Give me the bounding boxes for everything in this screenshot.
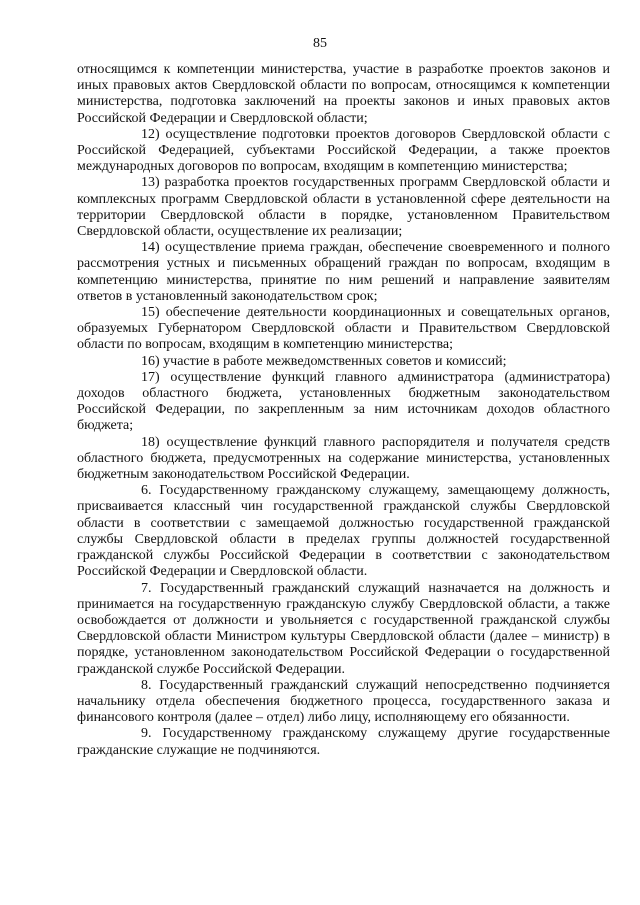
paragraph-item-16: 16) участие в работе межведомственных советов и комиссий; <box>141 353 507 369</box>
paragraph-item-17: 17) осуществление функций главного администратора (администратора) доходов областного бюджета, установленных бюджетным законодательством Российской Федерации, по закрепленным за ним источникам доходов областного бюджета; <box>77 369 610 434</box>
paragraph-section-7: 7. Государственный гражданский служащий назначается на должность и принимается на государственную гражданскую службу Свердловской области, а также освобождается от должности и увольняется с государственной гражданской службы Свердловской области Министром культуры Свердловской области (далее – министр) в порядке, установленном законодательством Российской Федерации о государственной гражданской службе Российской Федерации. <box>77 580 610 677</box>
paragraph-section-9: 9. Государственному гражданскому служащему другие государственные гражданские служащие не подчиняются. <box>77 726 610 758</box>
paragraph-item-13: 13) разработка проектов государственных программ Свердловской области и комплексных программ Свердловской области в установленной сфере деятельности на территории Свердловской области в порядке, установленном Правительством Свердловской области, осуществление их реализации; <box>77 175 610 240</box>
paragraph-section-8: 8. Государственный гражданский служащий непосредственно подчиняется начальнику отдела обеспечения бюджетного процесса, государственного заказа и финансового контроля (далее – отдел) либо лицу, исполняющему его обязанности. <box>77 677 610 726</box>
paragraph-continuation: относящимся к компетенции министерства, участие в разработке проектов законов и иных правовых актов Свердловской области по вопросам, относящимся к компетенции министерства, подготовка заключений на проекты законов и иных правовых актов Российской Федерации и Свердловской области; <box>77 62 610 126</box>
page-number: 85 <box>313 36 327 51</box>
paragraph-item-15: 15) обеспечение деятельности координационных и совещательных органов, образуемых Губернатором Свердловской области и Правительством Свердловской области по вопросам, входящим в компетенцию министерства; <box>77 305 610 353</box>
paragraph-section-6: 6. Государственному гражданскому служащему, замещающему должность, присваивается классный чин государственной гражданской службы Свердловской области в соответствии с замещаемой должностью государственной гражданской службы Свердловской области в пределах группы должностей государственной гражданской службы Российской Федерации в соответствии с законодательством Российской Федерации и Свердловской области. <box>77 483 610 580</box>
document-body <box>77 62 610 759</box>
paragraph-item-18: 18) осуществление функций главного распорядителя и получателя средств областного бюджета, предусмотренных на содержание министерства, установленных бюджетным законодательством Российской Федерации. <box>77 434 610 483</box>
paragraph-item-14: 14) осуществление приема граждан, обеспечение своевременного и полного рассмотрения устных и письменных обращений граждан по вопросам, входящим в компетенцию министерства, принятие по ним решений и направление заявителям ответов в установленный законодательством срок; <box>77 240 610 304</box>
paragraph-item-12: 12) осуществление подготовки проектов договоров Свердловской области с Российской Федерацией, субъектами Российской Федерации, а также проектов международных договоров по вопросам, входящим в компетенцию министерства; <box>77 126 610 175</box>
